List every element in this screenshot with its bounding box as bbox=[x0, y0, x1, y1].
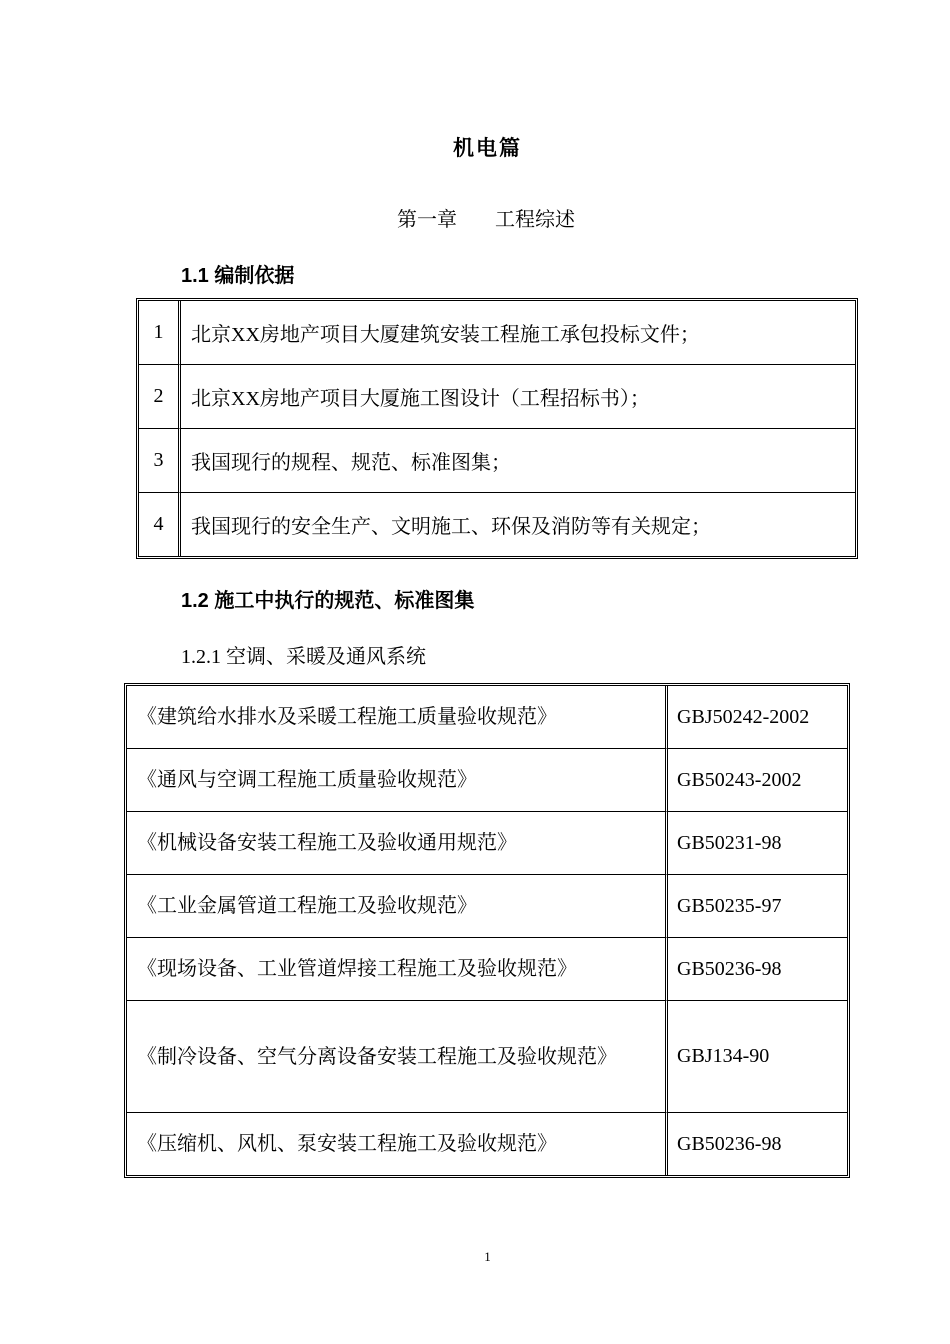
table-row bbox=[139, 429, 855, 493]
table-row bbox=[127, 1001, 847, 1113]
standard-code: GB50235-97 bbox=[668, 875, 847, 938]
part-title: 机电篇 bbox=[453, 136, 522, 160]
standard-code: GB50231-98 bbox=[668, 812, 847, 875]
basis-table bbox=[136, 298, 858, 559]
item-text: 北京XX房地产项目大厦施工图设计（工程招标书）； bbox=[181, 365, 855, 429]
item-number: 2 bbox=[139, 365, 181, 429]
standards-table bbox=[124, 683, 850, 1178]
standard-code: GBJ134-90 bbox=[668, 1001, 847, 1113]
standard-code: GB50243-2002 bbox=[668, 749, 847, 812]
item-text: 我国现行的规程、规范、标准图集； bbox=[181, 429, 855, 493]
standard-name: 《建筑给水排水及采暖工程施工质量验收规范》 bbox=[127, 686, 668, 749]
table-row bbox=[127, 938, 847, 1001]
standard-code: GB50236-98 bbox=[668, 938, 847, 1001]
table-row bbox=[139, 365, 855, 429]
item-text: 北京XX房地产项目大厦建筑安装工程施工承包投标文件； bbox=[181, 301, 855, 365]
table-row bbox=[127, 1113, 847, 1175]
item-number: 3 bbox=[139, 429, 181, 493]
chapter-name: 工程综述 bbox=[495, 207, 575, 231]
standard-name: 《机械设备安装工程施工及验收通用规范》 bbox=[127, 812, 668, 875]
item-number: 4 bbox=[139, 493, 181, 556]
section-heading-1-1: 1.1 编制依据 bbox=[181, 265, 295, 287]
standard-name: 《工业金属管道工程施工及验收规范》 bbox=[127, 875, 668, 938]
item-number: 1 bbox=[139, 301, 181, 365]
standard-name: 《现场设备、工业管道焊接工程施工及验收规范》 bbox=[127, 938, 668, 1001]
table-row bbox=[127, 812, 847, 875]
standard-code: GBJ50242-2002 bbox=[668, 686, 847, 749]
standard-name: 《压缩机、风机、泵安装工程施工及验收规范》 bbox=[127, 1113, 668, 1175]
subsection-heading-1-2-1: 1.2.1 空调、采暖及通风系统 bbox=[181, 646, 426, 668]
standard-name: 《通风与空调工程施工质量验收规范》 bbox=[127, 749, 668, 812]
standard-code: GB50236-98 bbox=[677, 1132, 782, 1155]
chapter-number: 第一章 bbox=[397, 207, 457, 231]
table-row bbox=[139, 493, 855, 556]
table-row bbox=[127, 749, 847, 812]
standard-name: 《制冷设备、空气分离设备安装工程施工及验收规范》 bbox=[127, 1001, 668, 1113]
table-row bbox=[127, 686, 847, 749]
chapter-title bbox=[0, 203, 950, 232]
page-number: 1 bbox=[484, 1249, 491, 1264]
table-row bbox=[139, 301, 855, 365]
table-row bbox=[127, 875, 847, 938]
section-heading-1-2: 1.2 施工中执行的规范、标准图集 bbox=[181, 590, 475, 612]
item-text: 我国现行的安全生产、文明施工、环保及消防等有关规定； bbox=[191, 516, 711, 538]
